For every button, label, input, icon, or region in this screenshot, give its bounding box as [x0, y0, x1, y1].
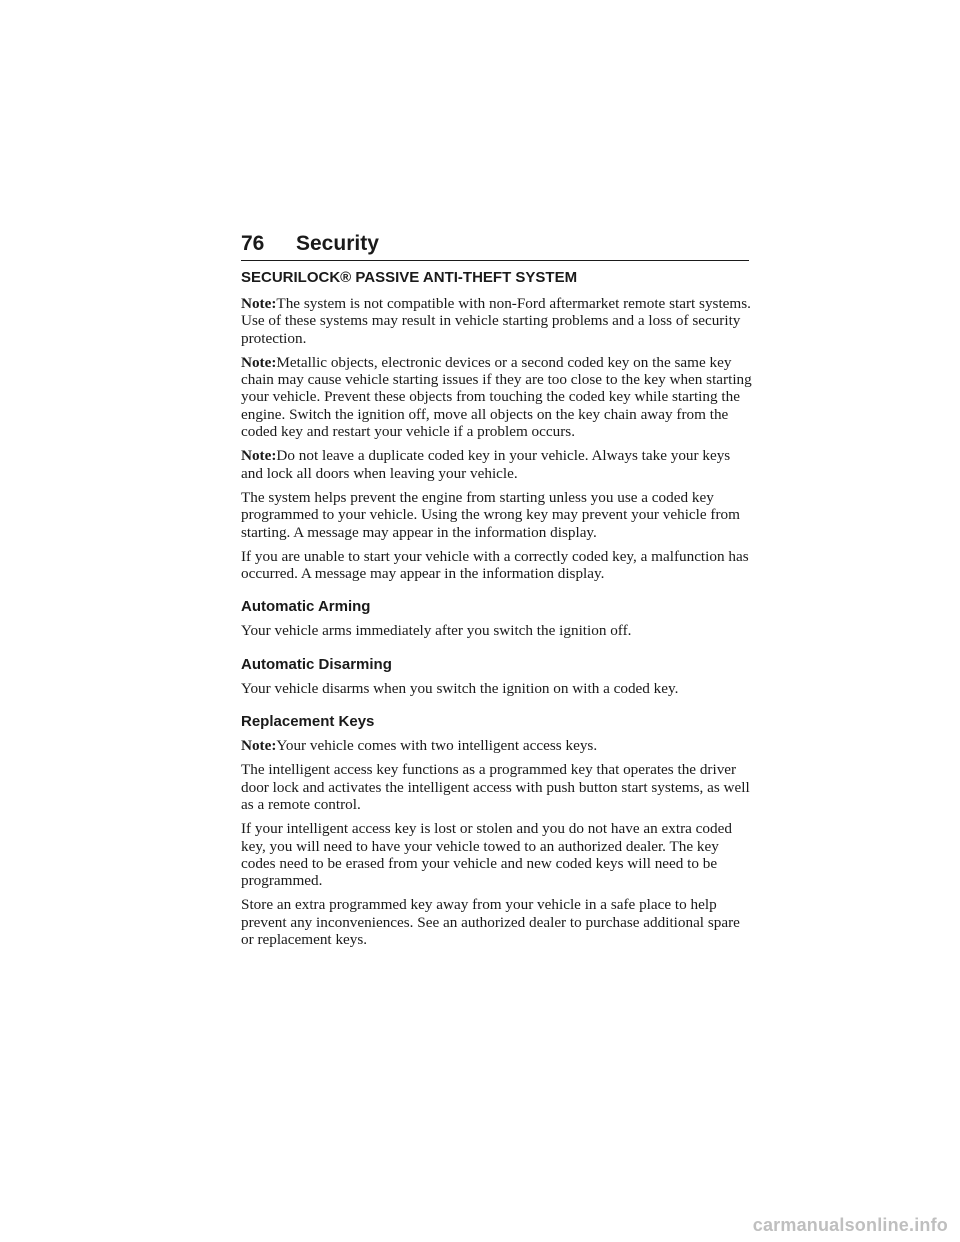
subheading-automatic-arming: Automatic Arming	[241, 598, 371, 616]
note-label: Note:	[241, 737, 277, 755]
note-paragraph-2	[241, 354, 753, 440]
page-number: 76	[241, 232, 265, 255]
replacement-paragraph-3: Store an extra programmed key away from your vehicle in a safe place to help prevent any inconveniences. See an authorized dealer to purchase additional spare or replacement keys.	[241, 896, 740, 949]
page-header	[241, 228, 749, 261]
note-text-2: Metallic objects, electronic devices or a second coded key on the same key chain may cause vehicle starting issues if they are too close to the key when starting your vehicle. Prevent these objects from touching the coded key while starting the engine. Switch the ignition off, move all objects on the key chain away from the coded key and restart your vehicle if a problem occurs.	[241, 353, 752, 441]
replacement-note-text: Your vehicle comes with two intelligent access keys.	[276, 737, 598, 755]
disarming-paragraph: Your vehicle disarms when you switch the ignition on with a coded key.	[241, 679, 679, 697]
replacement-note-paragraph	[241, 737, 753, 754]
note-label: Note:	[241, 295, 277, 312]
subheading-replacement-keys: Replacement Keys	[241, 713, 375, 731]
watermark: carmanualsonline.info	[752, 1215, 948, 1235]
chapter-title: Security	[296, 232, 379, 255]
replacement-paragraph-1: The intelligent access key functions as a programmed key that operates the driver door lock and activates the intelligent access with push button start systems, as well as a remote control.	[241, 761, 750, 813]
replacement-paragraph-2: If your intelligent access key is lost or stolen and you do not have an extra coded key, you will need to have your vehicle towed to an authorized dealer. The key codes need to be erased from your vehicle and new coded keys will need to be programmed.	[241, 820, 732, 890]
note-text-3: Do not leave a duplicate coded key in your vehicle. Always take your keys and lock all doors when leaving your vehicle.	[241, 447, 731, 482]
note-label: Note:	[241, 353, 277, 371]
subheading-automatic-disarming: Automatic Disarming	[241, 655, 392, 673]
body-paragraph-1: The system helps prevent the engine from starting unless you use a coded key programmed to your vehicle. Using the wrong key may prevent your vehicle from starting. A message may appear in the information display.	[241, 488, 740, 541]
section-heading-securilock: SECURILOCK® PASSIVE ANTI-THEFT SYSTEM	[241, 269, 578, 286]
note-paragraph-1	[241, 295, 753, 347]
note-label: Note:	[241, 447, 277, 465]
page-content	[241, 268, 753, 955]
arming-paragraph: Your vehicle arms immediately after you switch the ignition off.	[241, 622, 632, 640]
note-paragraph-3	[241, 447, 753, 482]
note-text-1: The system is not compatible with non-Ford aftermarket remote start systems. Use of these systems may result in vehicle starting problems and a loss of security protection.	[241, 295, 751, 347]
body-paragraph-2: If you are unable to start your vehicle with a correctly coded key, a malfunction has occurred. A message may appear in the information display.	[241, 547, 749, 583]
